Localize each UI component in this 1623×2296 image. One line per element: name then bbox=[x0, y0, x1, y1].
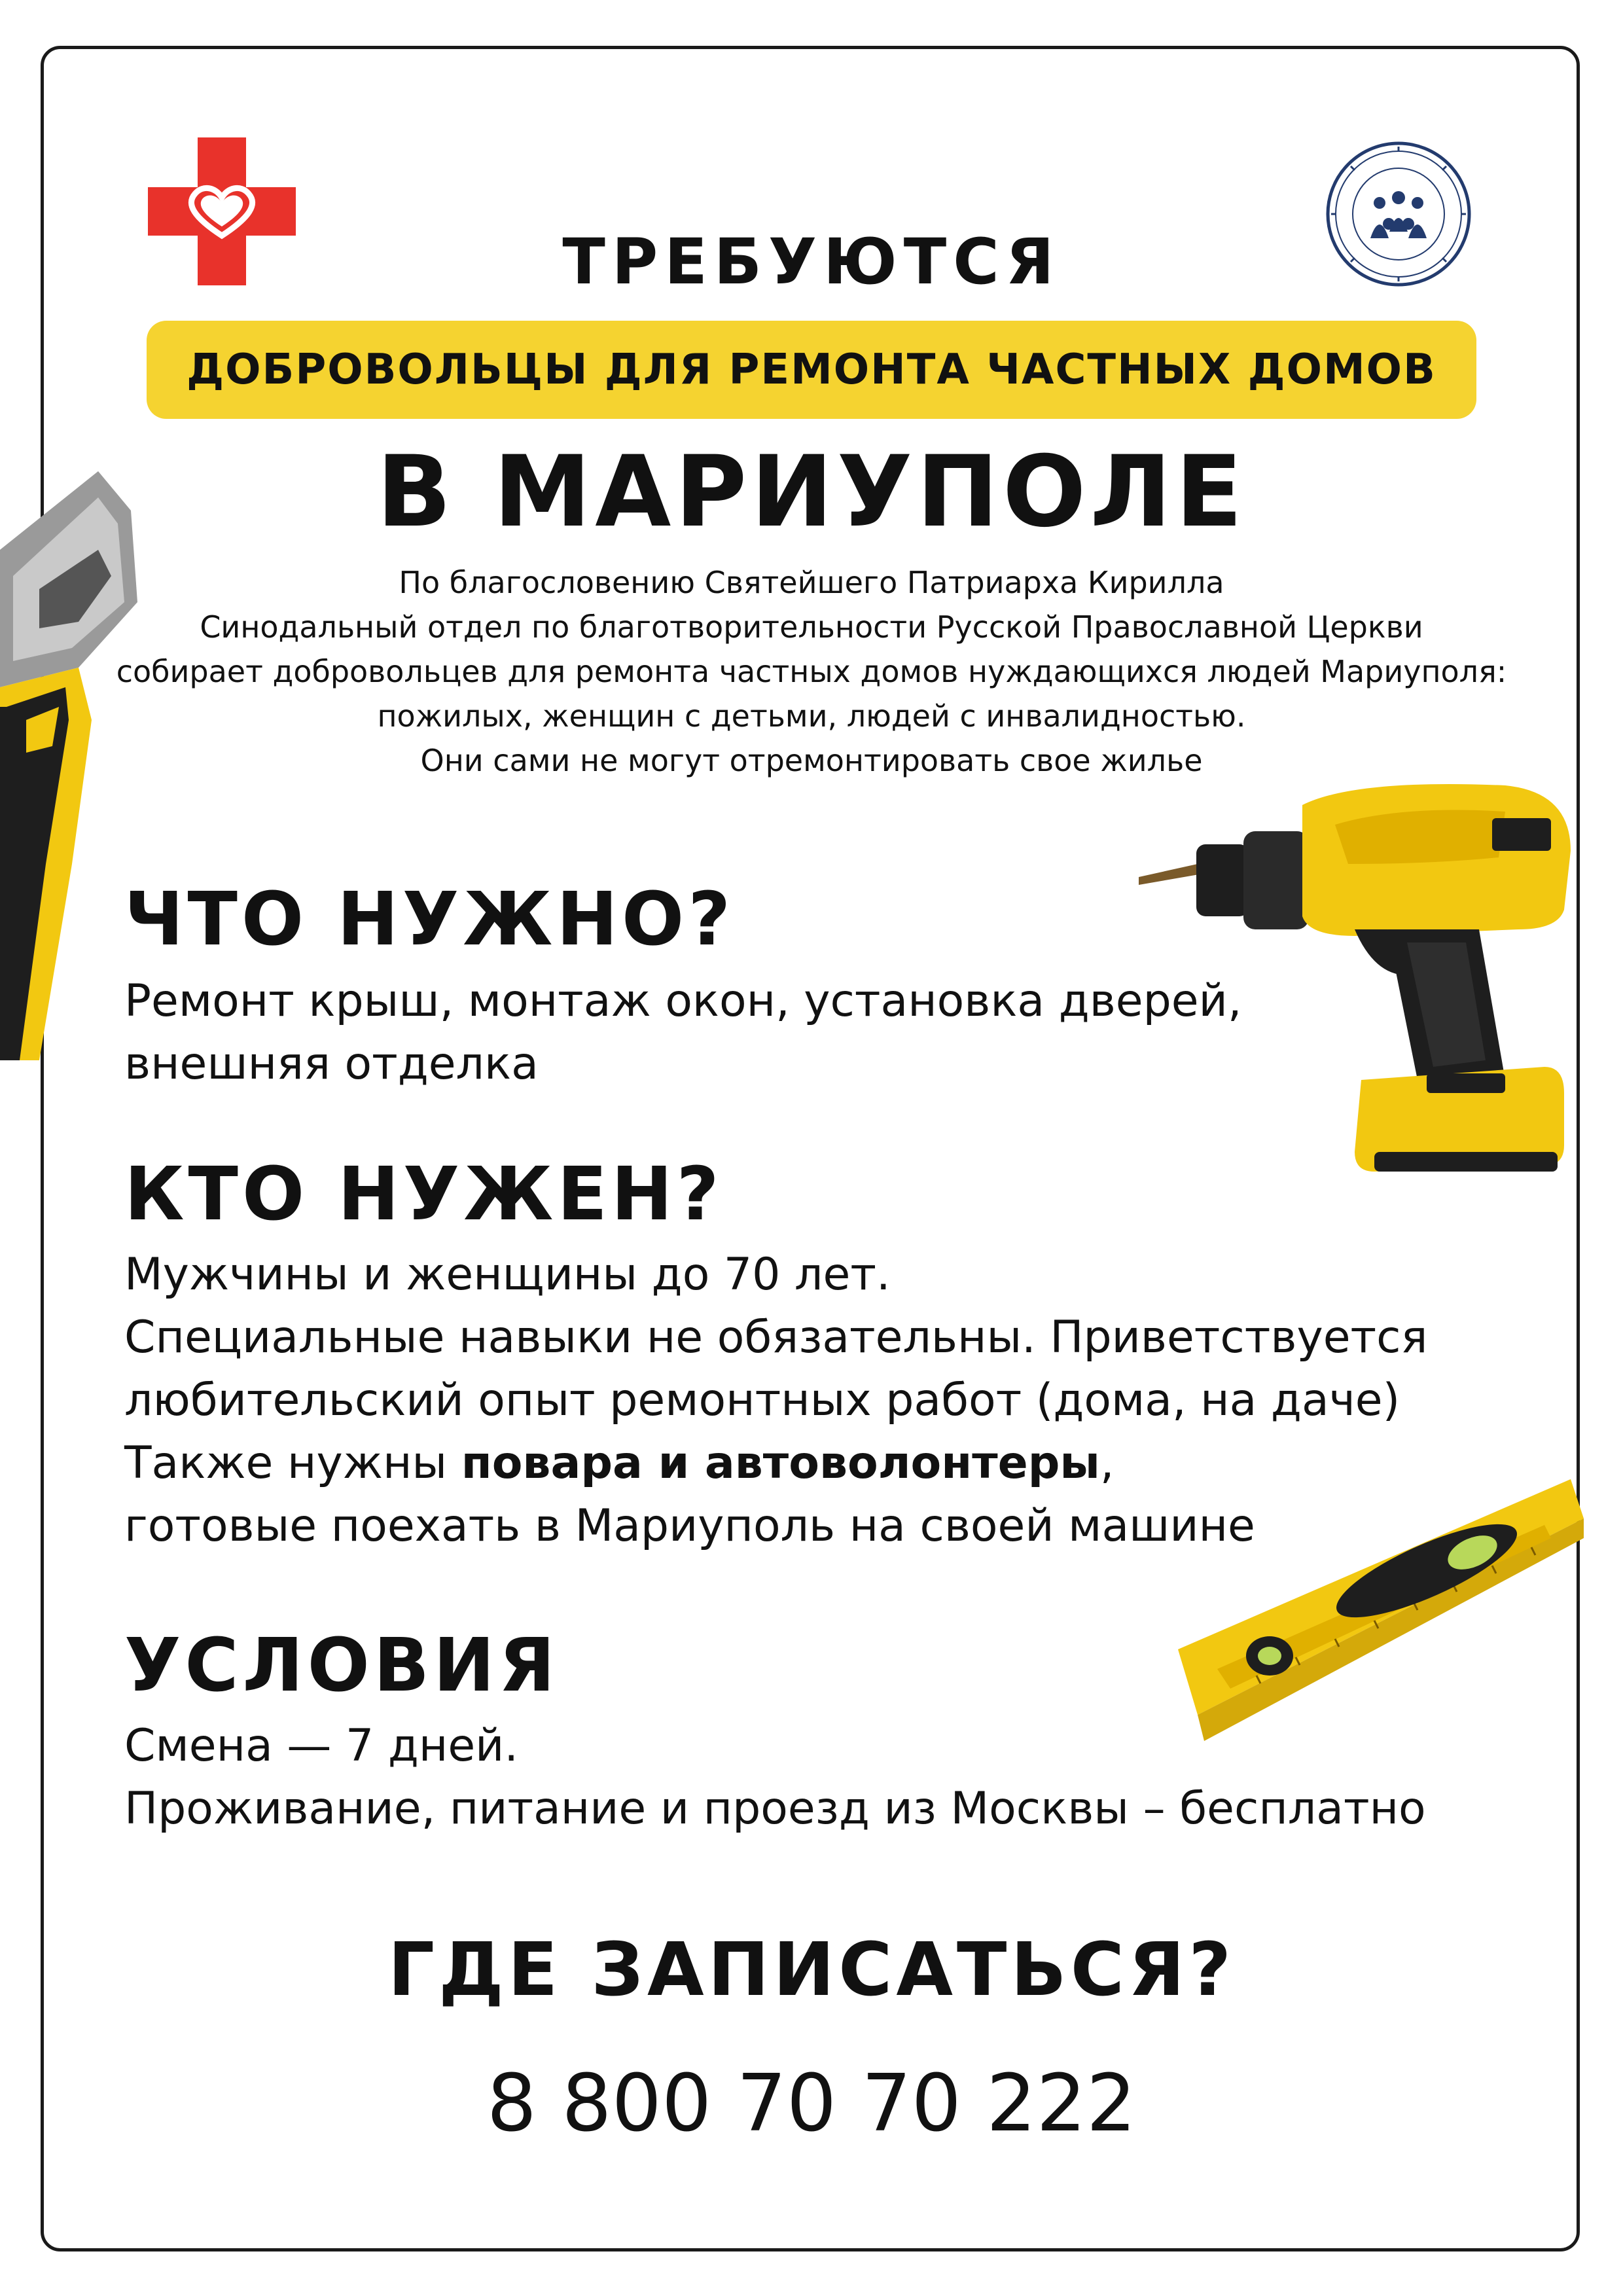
who-heading: КТО НУЖЕН? bbox=[124, 1152, 723, 1237]
conditions-line: Проживание, питание и проезд из Москвы – бесплатно bbox=[124, 1783, 1426, 1835]
what-line: внешняя отделка bbox=[124, 1038, 539, 1090]
what-body bbox=[124, 970, 1241, 1096]
who-line: Мужчины и женщины до 70 лет. bbox=[124, 1249, 891, 1300]
intro-paragraph bbox=[92, 560, 1531, 783]
drill-illustration-icon bbox=[1139, 766, 1584, 1185]
banner-text: ДОБРОВОЛЬЦЫ ДЛЯ РЕМОНТА ЧАСТНЫХ ДОМОВ bbox=[187, 346, 1436, 394]
conditions-line: Смена — 7 дней. bbox=[124, 1720, 518, 1772]
intro-line: пожилых, женщин с детьми, людей с инвалидностью. bbox=[377, 698, 1246, 734]
who-line: Специальные навыки не обязательны. Приветствуется bbox=[124, 1312, 1428, 1363]
who-line: любительский опыт ремонтных работ (дома, на даче) bbox=[124, 1374, 1400, 1426]
spirit-level-illustration-icon bbox=[1178, 1479, 1584, 1754]
who-also-bold: повара и автоволонтеры bbox=[461, 1437, 1100, 1489]
phone-number: 8 800 70 70 222 bbox=[486, 2058, 1137, 2149]
what-line: Ремонт крыш, монтаж окон, установка дверей, bbox=[124, 975, 1242, 1027]
who-also-suffix: , bbox=[1099, 1437, 1115, 1489]
who-also-prefix: Также нужны bbox=[124, 1437, 461, 1489]
signup-heading: ГДЕ ЗАПИСАТЬСЯ? bbox=[387, 1928, 1236, 2013]
intro-line: По благословению Святейшего Патриарха Кирилла bbox=[399, 565, 1224, 600]
intro-line: Синодальный отдел по благотворительности Русской Православной Церкви bbox=[200, 609, 1423, 645]
conditions-heading: УСЛОВИЯ bbox=[124, 1623, 560, 1708]
who-line: готовые поехать в Мариуполь на своей машине bbox=[124, 1500, 1255, 1552]
city-heading: В МАРИУПОЛЕ bbox=[376, 435, 1247, 549]
intro-line: Они сами не могут отремонтировать свое жилье bbox=[420, 743, 1203, 778]
intro-line: собирает добровольцев для ремонта частных домов нуждающихся людей Мариуполя: bbox=[116, 654, 1507, 689]
yellow-banner bbox=[147, 321, 1476, 419]
what-heading: ЧТО НУЖНО? bbox=[124, 877, 735, 962]
kicker-heading: ТРЕБУЮТСЯ bbox=[562, 225, 1061, 298]
pliers-illustration-icon bbox=[0, 471, 151, 1060]
